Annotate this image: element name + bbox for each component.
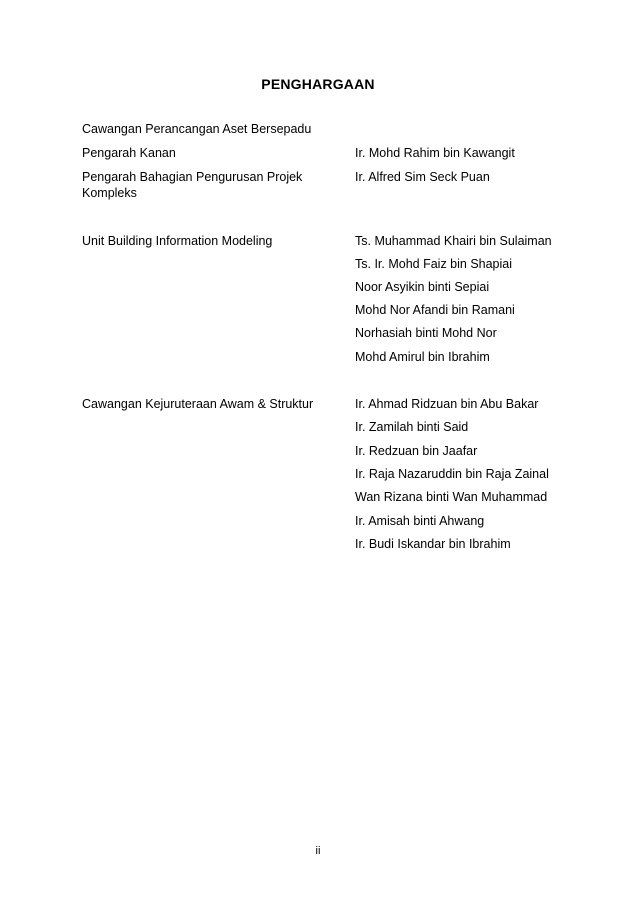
page-title: PENGHARGAAN: [261, 76, 375, 92]
bim-member-name: Ts. Ir. Mohd Faiz bin Shapiai: [355, 257, 513, 271]
page-number: ii: [315, 845, 321, 857]
bim-member-name: Norhasiah binti Mohd Nor: [355, 326, 497, 340]
civil-member-name: Ir. Budi Iskandar bin Ibrahim: [355, 537, 511, 551]
role-senior-director: Pengarah Kanan: [82, 146, 176, 160]
civil-member-name: Wan Rizana binti Wan Muhammad: [355, 490, 548, 504]
bim-member-name: Noor Asyikin binti Sepiai: [355, 280, 490, 294]
bim-member-name: Mohd Amirul bin Ibrahim: [355, 350, 490, 364]
civil-member-name: Ir. Zamilah binti Said: [355, 420, 469, 434]
civil-member-name: Ir. Redzuan bin Jaafar: [355, 444, 478, 458]
section-heading-bim-unit: Unit Building Information Modeling: [82, 234, 273, 248]
bim-member-name: Ts. Muhammad Khairi bin Sulaiman: [355, 234, 552, 248]
bim-member-name: Mohd Nor Afandi bin Ramani: [355, 303, 515, 317]
civil-member-name: Ir. Amisah binti Ahwang: [355, 514, 485, 528]
civil-member-name: Ir. Ahmad Ridzuan bin Abu Bakar: [355, 397, 539, 411]
role-complex-project-director: Pengarah Bahagian Pengurusan Projek Kompleks: [82, 170, 303, 200]
section-heading-civil-structural: Cawangan Kejuruteraan Awam & Struktur: [82, 397, 314, 411]
civil-member-name: Ir. Raja Nazaruddin bin Raja Zainal: [355, 467, 549, 481]
section-heading-integrated-asset-planning: Cawangan Perancangan Aset Bersepadu: [82, 122, 312, 136]
name-complex-project-director: Ir. Alfred Sim Seck Puan: [355, 170, 490, 184]
name-senior-director: Ir. Mohd Rahim bin Kawangit: [355, 146, 515, 160]
